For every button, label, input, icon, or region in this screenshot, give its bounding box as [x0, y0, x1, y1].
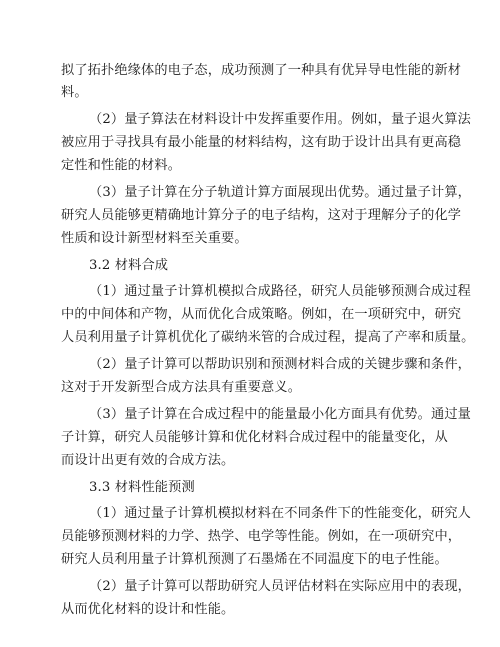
paragraph-line: 研究人员利用量子计算机预测了石墨烯在不同温度下的电子性能。 [61, 552, 448, 567]
paragraph-line: 定性和性能的材料。 [61, 158, 182, 173]
paragraph-line: 料。 [61, 85, 88, 100]
section-heading: 3.2 材料合成 [89, 258, 169, 273]
paragraph-line: （2）量子计算可以帮助研究人员评估材料在实际应用中的表现， [89, 579, 471, 594]
paragraph-line: 人员利用量子计算机优化了碳纳米管的合成过程，提高了产率和质量。 [61, 330, 475, 345]
paragraph-line: 拟了拓扑绝缘体的电子态，成功预测了一种具有优异导电性能的新材 [61, 63, 462, 78]
paragraph-line: 研究人员能够更精确地计算分子的电子结构，这对于理解分子的化学 [61, 208, 462, 223]
paragraph-line: 从而优化材料的设计和性能。 [61, 602, 235, 617]
paragraph-line: （1）通过量子计算机模拟合成路径，研究人员能够预测合成过程 [89, 284, 471, 299]
paragraph-line: 员能够预测材料的力学、热学、电学等性能。例如，在一项研究中， [61, 529, 462, 544]
paragraph-line: 这对于开发新型合成方法具有重要意义。 [61, 380, 302, 395]
paragraph-line: 性质和设计新型材料至关重要。 [61, 231, 248, 246]
paragraph-line: （1）通过量子计算机模拟材料在不同条件下的性能变化，研究人 [89, 506, 471, 521]
paragraph-line: 被应用于寻找具有最小能量的材料结构，这有助于设计出具有更高稳 [61, 135, 462, 150]
paragraph-line: 子计算，研究人员能够计算和优化材料合成过程中的能量变化，从 [61, 430, 448, 445]
paragraph-line: 而设计出更有效的合成方法。 [61, 453, 235, 468]
paragraph-line: （2）量子算法在材料设计中发挥重要作用。例如，量子退火算法 [89, 112, 471, 127]
paragraph-line: （2）量子计算可以帮助识别和预测材料合成的关键步骤和条件， [89, 357, 471, 372]
section-heading: 3.3 材料性能预测 [89, 480, 195, 495]
paragraph-line: （3）量子计算在合成过程中的能量最小化方面具有优势。通过量 [89, 407, 471, 422]
paragraph-line: （3）量子计算在分子轨道计算方面展现出优势。通过量子计算， [89, 185, 471, 200]
paragraph-line: 中的中间体和产物，从而优化合成策略。例如，在一项研究中，研究 [61, 307, 462, 322]
